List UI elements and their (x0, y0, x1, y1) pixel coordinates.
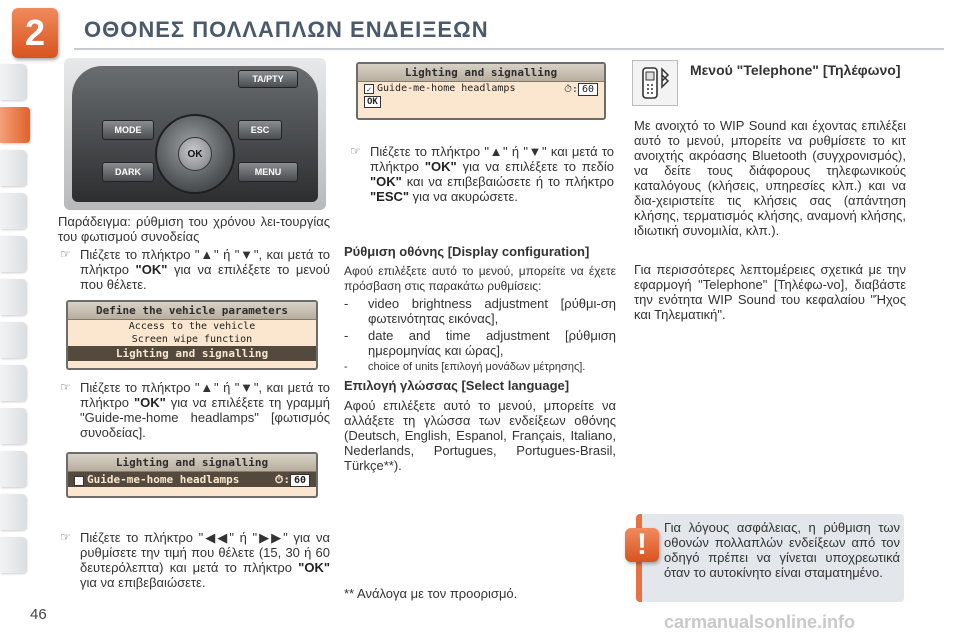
hand-pointer-icon: ☞ (350, 144, 361, 158)
chapter-badge (12, 8, 58, 58)
screen-title: Lighting and signalling (68, 454, 316, 472)
chapter-tab[interactable] (0, 365, 26, 401)
checkbox-icon: ✓ (74, 476, 84, 486)
chapter-tab[interactable] (0, 279, 26, 315)
step-text: Πιέζετε το πλήκτρο "◀◀" ή "▶▶" για να ρυθμίσετε την τιμή που θέλετε (15, 30 ή 60 δευτερόλεπτα) και μετά το πλήκτρο (80, 530, 330, 575)
ok-key-label: "OK" (370, 174, 402, 189)
list-item-text: date and time adjustment [ρύθμιση ημερομηνίας και ώρας], (368, 328, 616, 358)
ok-key-label: "OK" (298, 560, 330, 575)
safety-warning-text: Για λόγους ασφάλειας, η ρύθμιση των οθονών πολλαπλών ενδείξεων από τον οδηγό πρέπει να γίνεται υποχρεωτικά όταν το αυτοκίνητο είναι σταματημένο. (664, 520, 900, 580)
dark-button: DARK (102, 162, 154, 182)
watermark: carmanualsonline.info (664, 612, 856, 632)
list-item: - video brightness adjustment [ρύθμι-ση φωτεινότητας εικόνας], (344, 296, 616, 326)
footnote: ** Ανάλογα με τον προορισμό. (344, 586, 518, 601)
step-select-menu (60, 247, 330, 292)
lcd-screen-confirm (356, 62, 606, 120)
step-text: για να ακυρώσετε. (409, 189, 518, 204)
chapter-tab[interactable] (0, 64, 26, 100)
menu-line-selected: ✓ Guide-me-home headlamps ⏱: 60 (68, 472, 316, 487)
menu-line: ✓ Guide-me-home headlamps ⏱: 60 (358, 82, 604, 95)
telephone-paragraph-1: Με ανοιχτό το WIP Sound και έχοντας επιλέξει αυτό το μενού, μπορείτε να ρυθμίσετε το κιτ ανοιχτής ακρόασης Bluetooth (συγχρονισμός), να δείτε τους διάφορους τηλεφωνικούς καταλόγους (κλήσεις, υπηρεσίες κλπ.) και να δια-χειριστείτε τις κλήσεις σας (απάντηση κλήσης, τερματισμός κλήσης, αναμονή κλήσης, ιδιωτική συνομιλία, κλπ.). (634, 118, 906, 238)
esc-key-label: "ESC" (370, 189, 410, 204)
ok-button: OK (178, 137, 212, 171)
step-confirm (350, 144, 614, 204)
ok-key-label: "OK" (135, 262, 168, 277)
menu-line-selected: Lighting and signalling (68, 346, 316, 361)
value-field: 60 (290, 474, 310, 487)
display-config-intro: Αφού επιλέξετε αυτό το μενού, μπορείτε να έχετε πρόσβαση στις παρακάτω ρυθμίσεις: (344, 264, 616, 293)
ok-key-label: "OK" (133, 395, 166, 410)
chapter-tab-active[interactable] (0, 107, 30, 143)
telephone-heading: Μενού "Telephone" [Τηλέφωνο] (690, 62, 901, 78)
step-text: Πιέζετε το πλήκτρο "▲" ή "▼", και μετά το πλήκτρο (80, 380, 330, 410)
chapter-tabs (0, 64, 30, 580)
display-config-list (344, 296, 616, 375)
hand-pointer-icon: ☞ (60, 380, 71, 394)
control-panel-photo (64, 58, 326, 210)
chapter-tab[interactable] (0, 451, 26, 487)
esc-button: ESC (238, 120, 282, 140)
stopwatch-icon: ⏱ (274, 473, 284, 486)
chapter-tab[interactable] (0, 236, 26, 272)
mode-button: MODE (102, 120, 154, 140)
hand-pointer-icon: ☞ (60, 247, 71, 261)
step-adjust-value (60, 530, 330, 590)
menu-line: Screen wipe function (131, 334, 253, 345)
chapter-number: 2 (24, 12, 46, 53)
menu-line: Access to the vehicle (128, 321, 256, 332)
checkbox-icon: ✓ (364, 84, 374, 94)
step-select-line (60, 380, 330, 440)
list-item: - date and time adjustment [ρύθμιση ημερομηνίας και ώρας], (344, 328, 616, 358)
menu-button: MENU (238, 162, 298, 182)
lcd-screen-vehicle-params (66, 300, 318, 370)
step-text: για να επιλέξετε το πεδίο (456, 159, 614, 174)
menu-line (358, 95, 604, 109)
chapter-tab[interactable] (0, 494, 26, 530)
telephone-paragraph-2: Για περισσότερες λεπτομέρειες σχετικά με την εφαρμογή "Telephone" [Τηλέφω-νο], διαβάστε την ενότητα WIP Sound του κεφαλαίου "Ήχος και Τηλεματική". (634, 262, 906, 322)
select-language-text: Αφού επιλέξετε αυτό το μενού, μπορείτε να αλλάξετε τη γλώσσα των ενδείξεων οθόνης (Deutsch, English, Espanol, Français, Italiano, Nederlands, Portugues, Portugues-Brasil, Türkçe**). (344, 398, 616, 473)
stopwatch-icon: ⏱ (564, 84, 572, 95)
display-config-heading: Ρύθμιση οθόνης [Display configuration] (344, 244, 590, 259)
step-text: Πιέζετε το πλήκτρο "▲" ή "▼", και μετά το πλήκτρο (80, 247, 330, 277)
warning-exclamation-icon: ! (625, 528, 659, 562)
menu-item-label: Guide-me-home headlamps (377, 83, 516, 94)
hand-pointer-icon: ☞ (60, 530, 71, 544)
step-text: Πιέζετε το πλήκτρο "▲" ή "▼" και μετά το πλήκτρο (370, 144, 614, 174)
control-panel-face (72, 66, 318, 202)
screen-title: Define the vehicle parameters (68, 302, 316, 320)
page-title: ΟΘΟΝΕΣ ΠΟΛΛΑΠΛΩΝ ΕΝΔΕΙΞΕΩΝ (84, 17, 489, 42)
header-divider (74, 48, 944, 50)
telephone-icon (632, 60, 678, 106)
list-item-text: choice of units [επιλογή μονάδων μέτρησης]. (368, 361, 586, 373)
value-field: 60 (578, 83, 598, 96)
menu-item-label: Guide-me-home headlamps (87, 473, 240, 486)
chapter-tab[interactable] (0, 322, 26, 358)
step-text: για να επιλέξετε τη γραμμή "Guide-me-home headlamps" [φωτισμός συνοδείας]. (80, 395, 330, 440)
list-item-text: video brightness adjustment [ρύθμι-ση φωτεινότητας εικόνας], (368, 296, 616, 326)
ok-field: OK (364, 96, 381, 108)
ok-key-label: "OK" (424, 159, 457, 174)
select-language-heading: Επιλογή γλώσσας [Select language] (344, 378, 570, 393)
step-text: για να επιλέξετε το μενού που θέλετε. (80, 262, 330, 292)
chapter-tab[interactable] (0, 408, 26, 444)
lcd-screen-lighting-selected (66, 452, 318, 498)
screen-title: Lighting and signalling (358, 64, 604, 82)
chapter-tab[interactable] (0, 193, 26, 229)
list-item: - choice of units [επιλογή μονάδων μέτρησης]. (344, 361, 586, 373)
ta-pty-button: TA/PTY (238, 70, 298, 88)
chapter-tab[interactable] (0, 150, 26, 186)
page-number: 46 (30, 606, 47, 623)
step-text: και να επιβεβαιώσετε ή το πλήκτρο (401, 174, 614, 189)
photo-caption: Παράδειγμα: ρύθμιση του χρόνου λει-τουργίας του φωτισμού συνοδείας (58, 214, 330, 244)
chapter-tab[interactable] (0, 537, 26, 573)
step-text: για να επιβεβαιώσετε. (80, 575, 206, 590)
